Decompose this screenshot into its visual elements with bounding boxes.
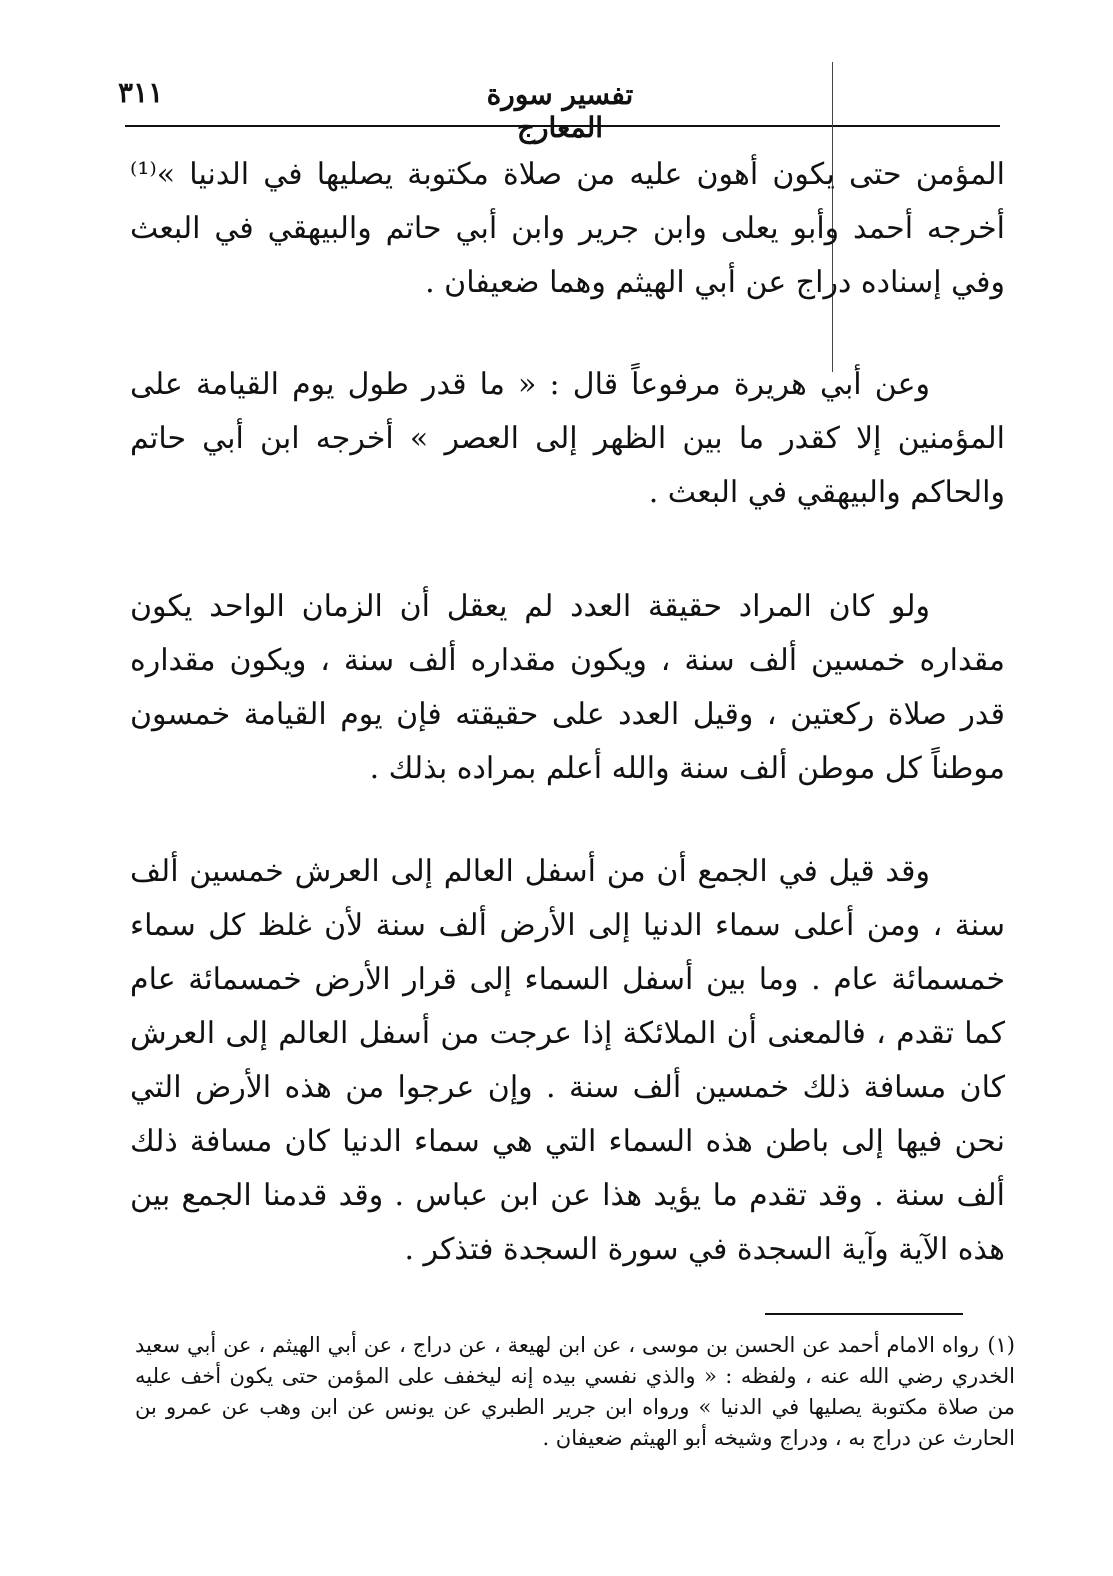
footnote-number: (١): [987, 1333, 1015, 1357]
paragraph-4: [130, 845, 1005, 1277]
footnote-text: رواه الامام أحمد عن الحسن بن موسى ، عن ابن لهيعة ، عن دراج ، عن أبي الهيثم ، عن أبي سعيد الخدري رضي الله عنه ، ولفظه : « والذي نفسي بيده إنه ليخفف على المؤمن حتى يكون أخف عليه من صلاة مكتوبة يصليها في الدنيا » ورواه ابن جرير الطبري عن يونس عن ابن وهب عن عمرو بن الحارث عن دراج به ، ودراج وشيخه أبو الهيثم ضعيفان .: [135, 1333, 1015, 1450]
paragraph-1: [130, 148, 1005, 310]
paragraph-1-text: المؤمن حتى يكون أهون عليه من صلاة مكتوبة يصليها في الدنيا »⁽¹⁾ أخرجه أحمد وأبو يعلى وابن جرير وابن أبي حاتم والبيهقي في البعث وفي إسناده دراج عن أبي الهيثم وهما ضعيفان .: [130, 157, 1005, 300]
running-header-title: تفسير سورة المعارج: [486, 78, 634, 144]
paragraph-3-text: ولو كان المراد حقيقة العدد لم يعقل أن الزمان الواحد يكون مقداره خمسين ألف سنة ، ويكون مقداره ألف سنة ، ويكون مقداره قدر صلاة ركعتين ، وقيل العدد على حقيقته فإن يوم القيامة خمسون موطناً كل موطن ألف سنة والله أعلم بمراده بذلك .: [130, 589, 1005, 786]
footnote: [135, 1330, 1015, 1454]
page-number: ٣١١: [118, 76, 164, 109]
paragraph-2-text: وعن أبي هريرة مرفوعاً قال : « ما قدر طول يوم القيامة على المؤمنين إلا كقدر ما بين الظهر إلى العصر » أخرجه ابن أبي حاتم والحاكم والبيهقي في البعث .: [130, 367, 1005, 510]
paragraph-4-text: وقد قيل في الجمع أن من أسفل العالم إلى العرش خمسين ألف سنة ، ومن أعلى سماء الدنيا إلى الأرض ألف سنة لأن غلظ كل سماء خمسمائة عام . وما بين أسفل السماء إلى قرار الأرض خمسمائة عام كما تقدم ، فالمعنى أن الملائكة إذا عرجت من أسفل العالم إلى العرش كان مسافة ذلك خمسين ألف سنة . وإن عرجوا من هذه الأرض التي نحن فيها إلى باطن هذه السماء التي هي سماء الدنيا كان مسافة ذلك ألف سنة . وقد تقدم ما يؤيد هذا عن ابن عباس . وقد قدمنا الجمع بين هذه الآية وآية السجدة في سورة السجدة فتذكر .: [130, 854, 1005, 1267]
header-divider: [125, 125, 1000, 127]
paragraph-3: [130, 580, 1005, 796]
footnote-divider: [765, 1313, 963, 1315]
paragraph-2: [130, 358, 1005, 520]
